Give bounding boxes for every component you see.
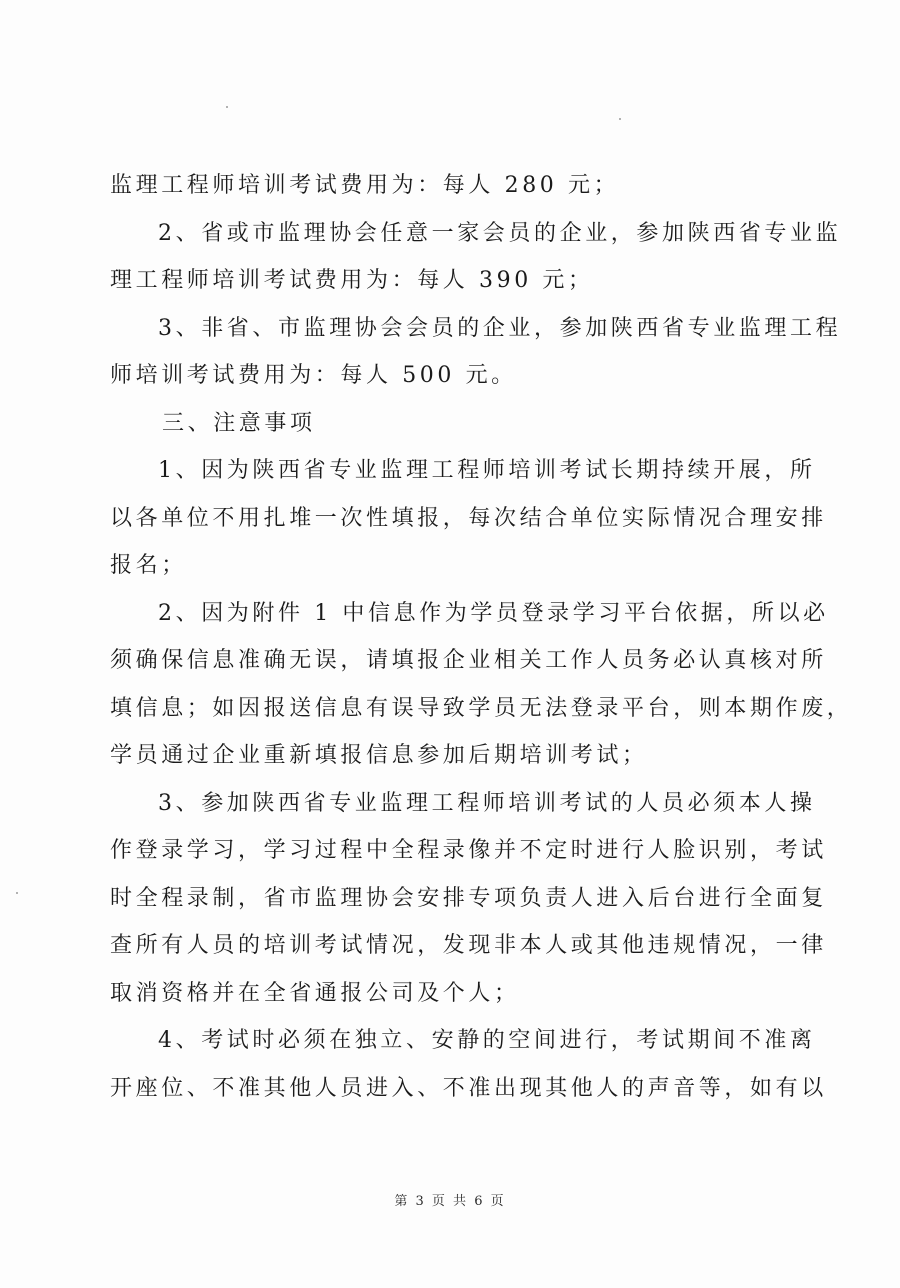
body-line: 须确保信息准确无误，请填报企业相关工作人员务必认真核对所 (110, 648, 827, 673)
body-line: 以各单位不用扎堆一次性填报，每次结合单位实际情况合理安排 (110, 505, 827, 531)
body-line: 师培训考试费用为：每人 500 元。 (110, 363, 517, 388)
body-line: 2、省或市监理协会任意一家会员的企业，参加陕西省专业监 (158, 220, 842, 246)
body-line: 时全程录制，省市监理协会安排专项负责人进入后台进行全面复 (110, 885, 827, 911)
body-line: 报名； (110, 553, 187, 578)
scan-speck (226, 106, 228, 108)
body-line: 4、考试时必须在独立、安静的空间进行，考试期间不准离 (158, 1028, 816, 1053)
scan-speck (619, 118, 621, 120)
body-line: 开座位、不准其他人员进入、不准出现其他人的声音等，如有以 (110, 1075, 827, 1101)
body-line: 填信息；如因报送信息有误导致学员无法登录平台，则本期作废， (110, 695, 853, 721)
scan-speck (16, 892, 18, 894)
body-line: 1、因为陕西省专业监理工程师培训考试长期持续开展，所 (158, 458, 816, 483)
page-number: 第 3 页 共 6 页 (394, 1194, 506, 1209)
body-line: 作登录学习，学习过程中全程录像并不定时进行人脸识别，考试 (110, 838, 827, 863)
body-line: 3、参加陕西省专业监理工程师培训考试的人员必须本人操 (158, 790, 816, 816)
body-line: 查所有人员的培训考试情况，发现非本人或其他违规情况，一律 (110, 933, 827, 958)
body-line: 监理工程师培训考试费用为：每人 280 元； (110, 173, 620, 198)
body-line: 学员通过企业重新填报信息参加后期培训考试； (110, 743, 648, 768)
document-body (110, 162, 853, 1112)
body-line: 3、非省、市监理协会会员的企业，参加陕西省专业监理工程 (158, 315, 842, 341)
body-line: 取消资格并在全省通报公司及个人； (110, 980, 520, 1006)
body-line: 理工程师培训考试费用为：每人 390 元； (110, 268, 594, 293)
section-heading: 三、注意事项 (162, 410, 316, 436)
body-line: 2、因为附件 1 中信息作为学员登录学习平台依据，所以必 (158, 600, 829, 626)
